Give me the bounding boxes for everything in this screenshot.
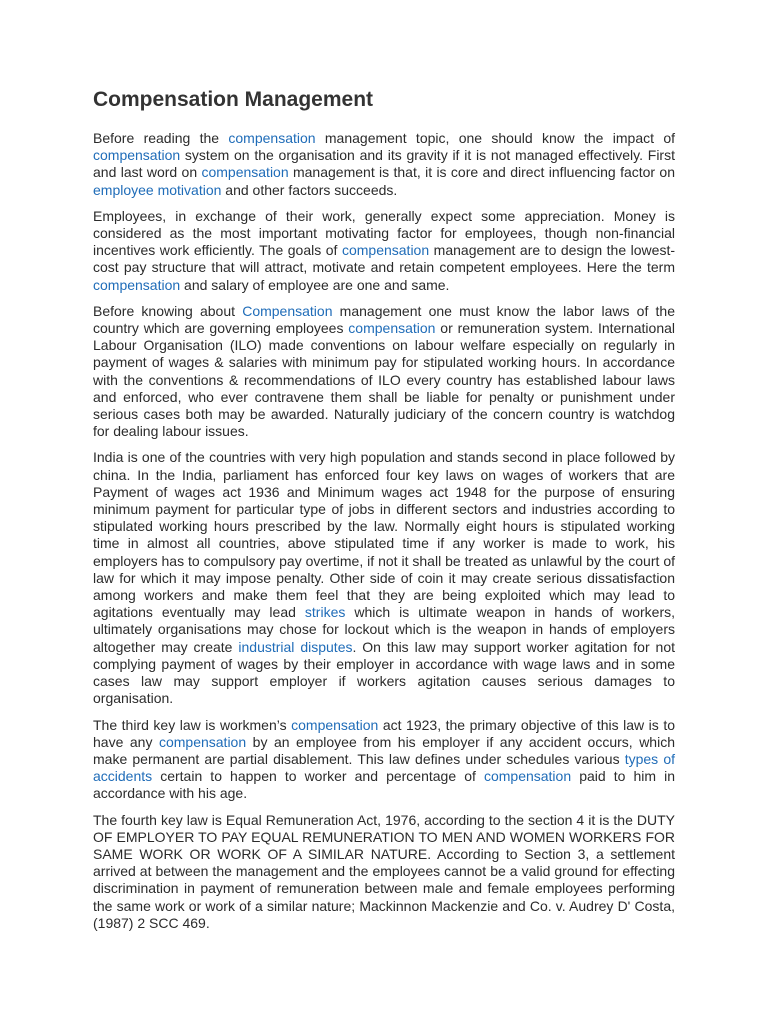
inline-link[interactable]: compensation — [348, 320, 436, 337]
inline-link[interactable]: compensation — [228, 130, 316, 146]
paragraph-text: management one must know the labor laws of the country which are governing employees — [93, 302, 675, 337]
paragraph-text: act 1923, the primary objective of this law is to have any — [93, 716, 675, 750]
paragraph — [93, 717, 675, 803]
paragraph-text: and other factors succeeds. — [221, 181, 398, 198]
inline-link[interactable]: types of accidents — [93, 750, 675, 785]
paragraph-text: or remuneration system. International Labour Organisation (ILO) made conventions on labour welfare especially on regularly in payment of wages & salaries with minimum pay for stipulated working hours. In accordance with the conventions & recommendations of ILO every country has established labour laws and enforced, who ever contravene them shall be liable for penalty or punishment under serious cases both may be awarded. Naturally judiciary of the concern country is watchdog for dealing labour issues. — [93, 320, 676, 440]
paragraph — [93, 812, 675, 932]
paragraph-text: certain to happen to worker and percentage of — [152, 768, 484, 785]
inline-link[interactable]: compensation — [158, 733, 247, 750]
paragraph-text: management topic, one should know the impact of — [315, 130, 675, 146]
inline-link[interactable]: compensation — [93, 276, 181, 293]
paragraph — [93, 303, 675, 441]
page-title: Compensation Management — [93, 88, 374, 111]
paragraph — [93, 449, 675, 707]
paragraph-text: Employees, in exchange of their work, generally expect some appreciation. Money is considered as the most important motivating factor for employees, though non-financial incentives work efficiently. The goals of — [93, 207, 675, 259]
paragraph-text: Before reading the — [93, 130, 229, 146]
paragraph-text: . On this law may support worker agitation for not complying payment of wages by their employer in accordance with wage laws and in some cases law may support employer if workers agitation causes serious damages to organisation. — [93, 638, 676, 707]
paragraph-text: The third key law is workmen’s — [93, 716, 292, 733]
paragraph — [93, 130, 675, 199]
inline-link[interactable]: compensation — [341, 242, 430, 259]
inline-link[interactable]: Compensation — [242, 302, 333, 319]
paragraph-text: management are to design the lowest-cost pay structure that will attract, motivate and retain competent employees. Here the term — [93, 242, 676, 276]
paragraph — [93, 208, 675, 294]
paragraph-text: The fourth key law is Equal Remuneration Act, 1976, according to the section 4 it is the DUTY OF EMPLOYER TO PAY EQUAL REMUNERATION TO MEN AND WOMEN WORKERS FOR SAME WORK OR WORK OF A SIMILAR NATURE. According to Section 3, a settlement arrived at between the management and the employees cannot be a valid ground for effecting discrimination in payment of remuneration between male and female employees performing the same work or work of a similar nature; Mackinnon Mackenzie and Co. v. Audrey D' Costa, (1987) 2 SCC 469. — [93, 811, 675, 931]
inline-link[interactable]: compensation — [291, 716, 379, 733]
paragraph-text: India is one of the countries with very high population and stands second in place followed by china. In the India, parliament has enforced four key laws on wages of workers that are Payment of wages act 1936 and Minimum wages act 1948 for the purpose of ensuring minimum payment for particular type of jobs in different sectors and industries according to stipulated working hours prescribed by the law. Normally eight hours is stipulated working time in almost all countries, above stipulated time if any worker is made to work, his employers has to compulsory pay overtime, if not it shall be treated as unlawful by the court of law for which it may impose penalty. Other side of coin it may create serious dissatisfaction among workers and make them feel that they are being exploited which may lead to agitations eventually may lead — [93, 449, 675, 621]
paragraph-text: by an employee from his employer if any accident occurs, which make permanent are partial disablement. This law defines under schedules various — [93, 733, 675, 767]
inline-link[interactable]: compensation — [483, 768, 572, 785]
inline-link[interactable]: employee motivation — [93, 181, 222, 198]
paragraph-text: management is that, it is core and direct influencing factor on — [288, 164, 675, 181]
paragraph-list — [93, 130, 675, 932]
inline-link[interactable]: compensation — [201, 164, 289, 181]
article-body — [93, 86, 675, 941]
paragraph-text: which is ultimate weapon in hands of workers, ultimately organisations may chose for lockout which is the weapon in hands of employers altogether may create — [93, 604, 675, 655]
inline-link[interactable]: strikes — [304, 604, 346, 621]
paragraph-text: and salary of employee are one and same. — [180, 276, 450, 293]
inline-link[interactable]: industrial disputes — [238, 638, 353, 655]
paragraph-text: system on the organisation and its gravity if it is not managed effectively. First and last word on — [93, 147, 675, 181]
inline-link[interactable]: compensation — [93, 147, 181, 164]
paragraph-text: paid to him in accordance with his age. — [93, 768, 675, 802]
paragraph-text: Before knowing about — [93, 302, 243, 319]
